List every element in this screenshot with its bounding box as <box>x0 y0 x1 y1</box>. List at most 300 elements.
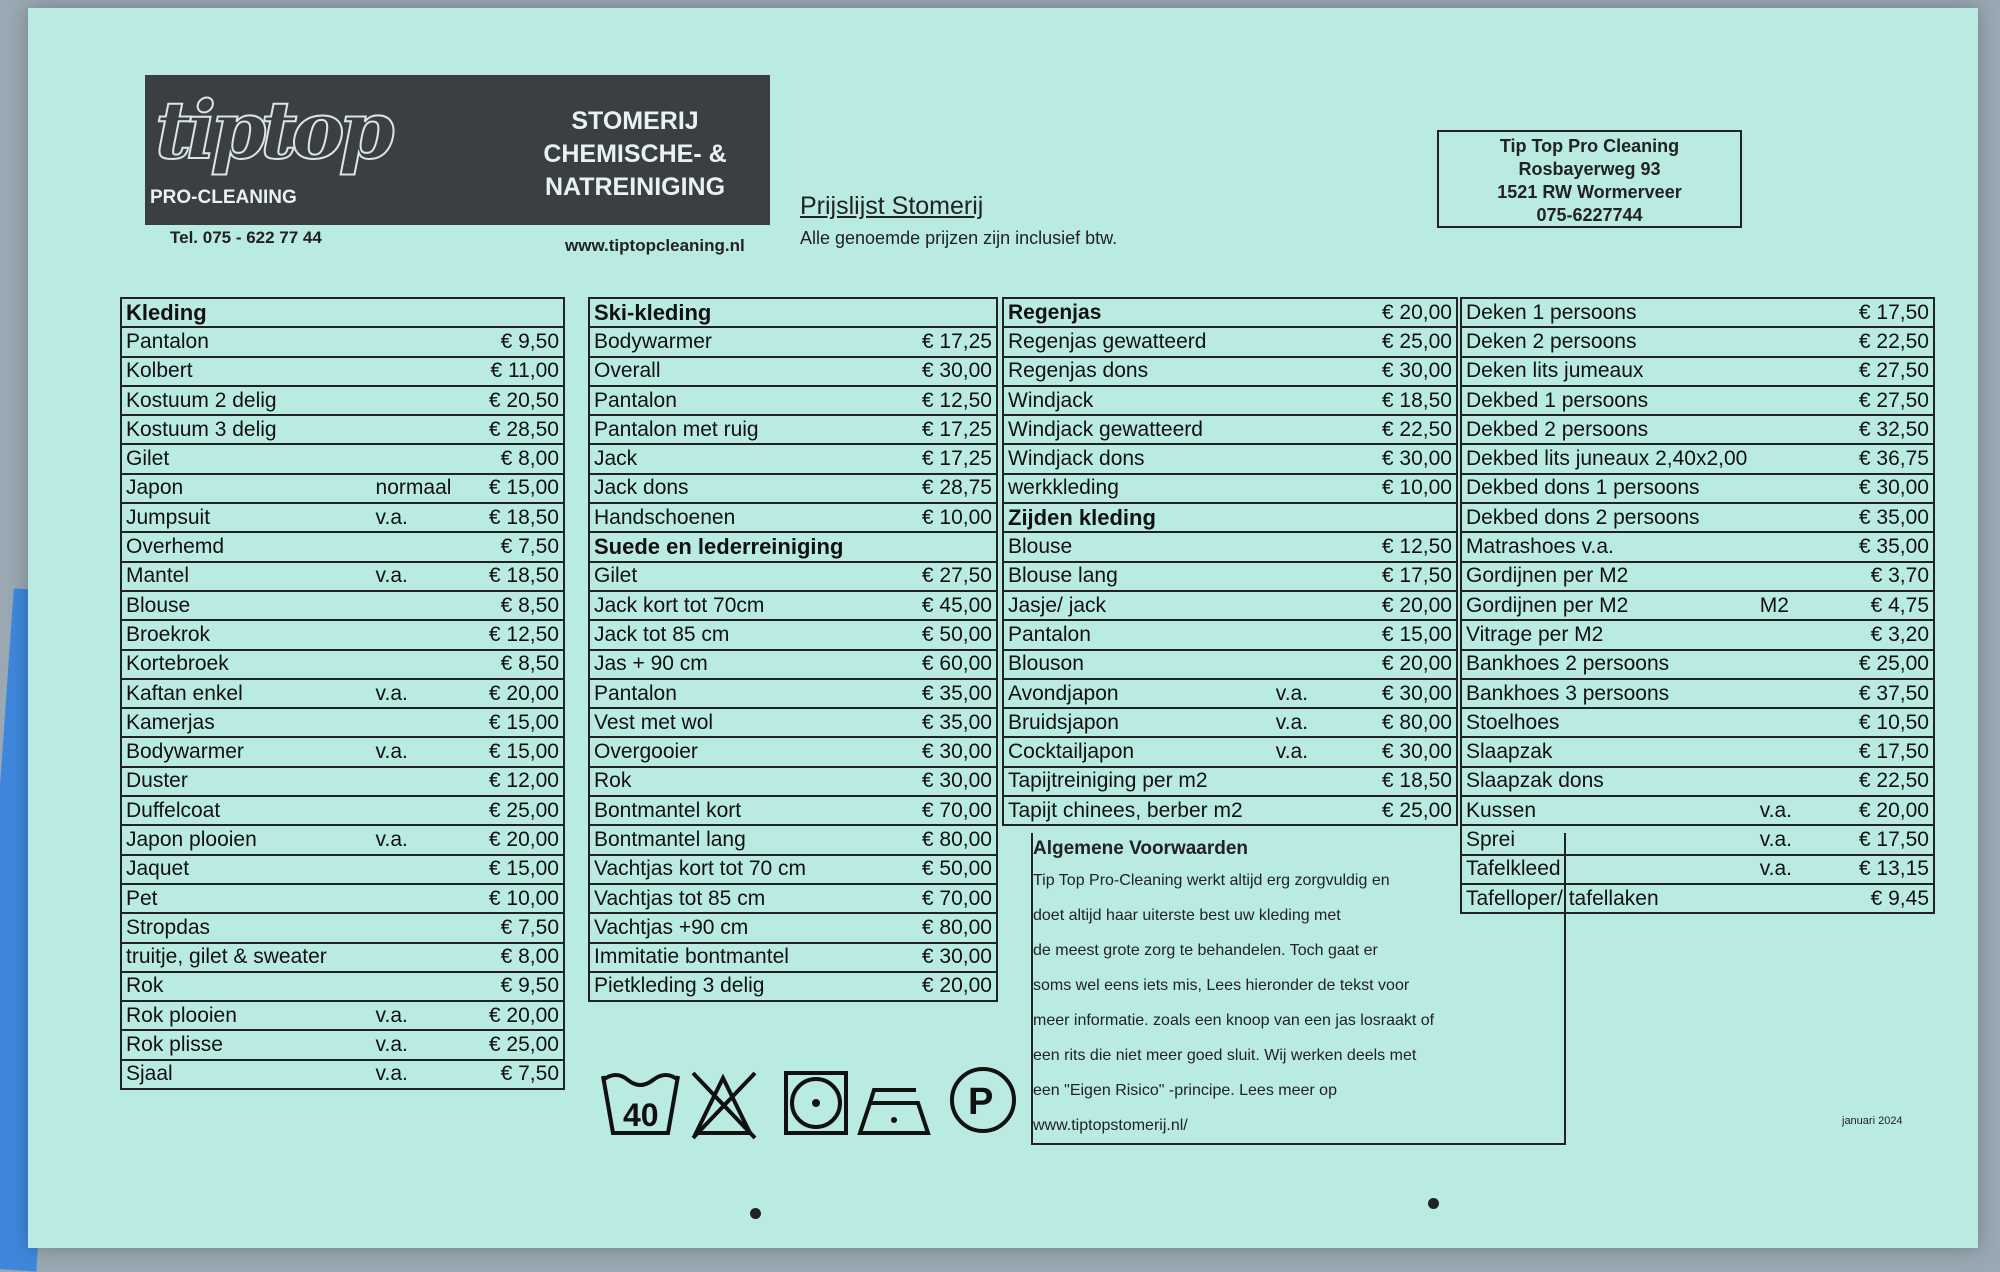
item-note <box>1272 767 1370 796</box>
item-price: € 15,00 <box>1370 620 1457 649</box>
item-note <box>817 562 915 591</box>
price-row <box>1461 503 1934 532</box>
company-name: Tip Top Pro Cleaning <box>1499 136 1680 156</box>
item-name: Vachtjas +90 cm <box>589 913 817 942</box>
item-note: v.a. <box>1272 737 1370 766</box>
section-header-row <box>121 298 564 327</box>
item-name: Jasje/ jack <box>1003 591 1272 620</box>
page-title: Prijslijst Stomerij <box>800 192 984 220</box>
date-label: januari 2024 <box>1842 1115 1903 1127</box>
item-name: Pet <box>121 884 372 913</box>
item-name: Jack kort tot 70cm <box>589 591 817 620</box>
item-note <box>1756 444 1854 473</box>
phone-number: Tel. 075 - 622 77 44 <box>170 228 322 247</box>
item-note: v.a. <box>372 503 470 532</box>
section-title: Zijden kleding <box>1003 503 1457 532</box>
item-name: Duffelcoat <box>121 796 372 825</box>
item-note <box>1272 532 1370 561</box>
item-price: € 17,25 <box>915 444 997 473</box>
item-name: Bodywarmer <box>589 327 817 356</box>
item-price: € 22,50 <box>1370 415 1457 444</box>
price-row <box>121 532 564 561</box>
item-note <box>1756 708 1854 737</box>
item-price: € 30,00 <box>915 767 997 796</box>
item-name: Vest met wol <box>589 708 817 737</box>
price-row <box>121 1001 564 1030</box>
item-note <box>817 796 915 825</box>
item-price: € 9,50 <box>470 327 564 356</box>
price-row <box>121 357 564 386</box>
item-name: Bankhoes 3 persoons <box>1461 679 1756 708</box>
section-title: Ski-kleding <box>589 298 997 327</box>
item-price: € 10,00 <box>1370 474 1457 503</box>
item-name: Bontmantel kort <box>589 796 817 825</box>
dryclean-letter: P <box>968 1081 994 1123</box>
price-row <box>1003 562 1457 591</box>
item-name: Overall <box>589 357 817 386</box>
price-row <box>121 796 564 825</box>
item-note <box>817 884 915 913</box>
price-row <box>1461 415 1934 444</box>
item-price: € 28,50 <box>470 415 564 444</box>
item-price: € 8,00 <box>470 943 564 972</box>
item-note <box>1272 415 1370 444</box>
item-name: Pantalon met ruig <box>589 415 817 444</box>
item-name: Bankhoes 2 persoons <box>1461 650 1756 679</box>
item-price: € 17,25 <box>915 415 997 444</box>
item-note <box>372 943 470 972</box>
item-price: € 15,00 <box>470 708 564 737</box>
item-price: € 17,50 <box>1854 298 1934 327</box>
item-name: Regenjas <box>1003 298 1272 327</box>
price-row <box>589 708 997 737</box>
item-price: € 15,00 <box>470 474 564 503</box>
item-price: € 60,00 <box>915 650 997 679</box>
item-name: Bontmantel lang <box>589 825 817 854</box>
item-note <box>817 591 915 620</box>
item-note <box>372 855 470 884</box>
item-note <box>1756 679 1854 708</box>
item-price: € 27,50 <box>1854 357 1934 386</box>
item-name: Jack dons <box>589 474 817 503</box>
item-note <box>1756 884 1854 913</box>
item-price: € 28,75 <box>915 474 997 503</box>
item-price: € 8,50 <box>470 650 564 679</box>
item-note <box>817 650 915 679</box>
item-name: Gilet <box>589 562 817 591</box>
item-name: Japon plooien <box>121 825 372 854</box>
item-note <box>817 737 915 766</box>
punch-hole <box>1428 1198 1439 1209</box>
section-header-row <box>589 532 997 561</box>
page-subtitle: Alle genoemde prijzen zijn inclusief btw. <box>800 228 1118 248</box>
section-title: Suede en lederreiniging <box>589 532 997 561</box>
price-row <box>121 327 564 356</box>
item-price: € 30,00 <box>1370 737 1457 766</box>
dry-clean-p-icon <box>952 1069 1014 1131</box>
item-name: Rok <box>121 972 372 1001</box>
item-price: € 22,50 <box>1854 767 1934 796</box>
price-row <box>1461 737 1934 766</box>
item-name: Handschoenen <box>589 503 817 532</box>
item-price: € 30,00 <box>1854 474 1934 503</box>
item-name: Kaftan enkel <box>121 679 372 708</box>
item-note <box>817 444 915 473</box>
item-name: Deken 2 persoons <box>1461 327 1756 356</box>
iron-icon <box>860 1090 928 1133</box>
phone: 075-6227744 <box>1536 205 1643 225</box>
price-row <box>589 386 997 415</box>
item-name: Regenjas gewatteerd <box>1003 327 1272 356</box>
item-price: € 30,00 <box>915 357 997 386</box>
item-note <box>817 415 915 444</box>
item-name: Kostuum 3 delig <box>121 415 372 444</box>
item-name: Rok <box>589 767 817 796</box>
price-row <box>1003 708 1457 737</box>
item-name: Slaapzak <box>1461 737 1756 766</box>
price-row <box>1461 767 1934 796</box>
item-note: v.a. <box>1272 708 1370 737</box>
item-name: Kussen <box>1461 796 1756 825</box>
item-price: € 80,00 <box>915 913 997 942</box>
item-note <box>817 972 915 1001</box>
item-note: M2 <box>1756 591 1854 620</box>
item-price: € 12,50 <box>470 620 564 649</box>
item-price: € 9,50 <box>470 972 564 1001</box>
item-price: € 20,00 <box>1370 298 1457 327</box>
item-note <box>372 357 470 386</box>
item-name: Sprei <box>1461 825 1756 854</box>
item-price: € 36,75 <box>1854 444 1934 473</box>
item-name: Rok plooien <box>121 1001 372 1030</box>
item-name: Tafelkleed <box>1461 855 1756 884</box>
wash-40-icon <box>603 1075 678 1133</box>
item-name: Broekrok <box>121 620 372 649</box>
item-note: v.a. <box>372 1060 470 1089</box>
item-price: € 35,00 <box>1854 532 1934 561</box>
price-column-2 <box>588 297 998 1002</box>
item-price: € 30,00 <box>1370 444 1457 473</box>
price-row <box>589 884 997 913</box>
item-name: Overhemd <box>121 532 372 561</box>
item-price: € 70,00 <box>915 796 997 825</box>
item-note <box>817 679 915 708</box>
item-note <box>817 767 915 796</box>
item-note <box>817 825 915 854</box>
item-note <box>1272 562 1370 591</box>
item-note <box>1272 386 1370 415</box>
item-name: Sjaal <box>121 1060 372 1089</box>
item-note <box>817 620 915 649</box>
item-price: € 17,50 <box>1854 737 1934 766</box>
item-name: Stoelhoes <box>1461 708 1756 737</box>
price-row <box>1003 767 1457 796</box>
item-price: € 25,00 <box>1854 650 1934 679</box>
item-name: Pantalon <box>589 679 817 708</box>
price-row <box>1461 796 1934 825</box>
item-price: € 8,00 <box>470 444 564 473</box>
price-row <box>1003 650 1457 679</box>
item-name: Regenjas dons <box>1003 357 1272 386</box>
item-price: € 17,50 <box>1370 562 1457 591</box>
price-row <box>121 855 564 884</box>
item-price: € 27,50 <box>1854 386 1934 415</box>
item-note <box>817 503 915 532</box>
item-price: € 8,50 <box>470 591 564 620</box>
price-row <box>589 591 997 620</box>
price-row <box>121 562 564 591</box>
address-box <box>1437 130 1742 228</box>
item-note <box>1756 532 1854 561</box>
price-row <box>121 474 564 503</box>
item-note <box>1272 327 1370 356</box>
price-row <box>1461 562 1934 591</box>
item-name: Vachtjas kort tot 70 cm <box>589 855 817 884</box>
price-row <box>589 620 997 649</box>
item-note <box>372 884 470 913</box>
price-row <box>1003 327 1457 356</box>
item-name: Jas + 90 cm <box>589 650 817 679</box>
item-price: € 25,00 <box>1370 796 1457 825</box>
item-price: € 9,45 <box>1854 884 1934 913</box>
item-price: € 13,15 <box>1854 855 1934 884</box>
price-row <box>589 767 997 796</box>
price-row <box>121 620 564 649</box>
item-name: Kostuum 2 delig <box>121 386 372 415</box>
item-note <box>1756 562 1854 591</box>
item-name: Vachtjas tot 85 cm <box>589 884 817 913</box>
item-name: Pantalon <box>121 327 372 356</box>
price-row <box>121 972 564 1001</box>
item-name: Gilet <box>121 444 372 473</box>
terms-line: de meest grote zorg te behandelen. Toch gaat er <box>1033 942 1378 959</box>
price-row <box>121 767 564 796</box>
item-name: Dekbed 2 persoons <box>1461 415 1756 444</box>
item-note <box>372 415 470 444</box>
item-note <box>1756 503 1854 532</box>
price-row <box>121 386 564 415</box>
price-row <box>121 943 564 972</box>
item-name: Windjack <box>1003 386 1272 415</box>
item-note <box>1272 650 1370 679</box>
item-note <box>1272 620 1370 649</box>
price-row <box>589 415 997 444</box>
item-price: € 35,00 <box>915 679 997 708</box>
item-price: € 12,50 <box>915 386 997 415</box>
price-row <box>589 972 997 1001</box>
price-row <box>589 913 997 942</box>
item-note <box>372 386 470 415</box>
item-name: Japon <box>121 474 372 503</box>
price-row <box>1003 737 1457 766</box>
price-row <box>1461 357 1934 386</box>
item-note <box>1756 620 1854 649</box>
item-name: Avondjapon <box>1003 679 1272 708</box>
no-bleach-icon <box>693 1073 755 1138</box>
item-price: € 12,50 <box>1370 532 1457 561</box>
price-row <box>121 1030 564 1059</box>
price-row <box>589 357 997 386</box>
item-name: Blouse <box>121 591 372 620</box>
item-price: € 10,50 <box>1854 708 1934 737</box>
price-row <box>1461 650 1934 679</box>
item-note <box>817 913 915 942</box>
item-note <box>1272 444 1370 473</box>
item-note: v.a. <box>372 737 470 766</box>
item-price: € 45,00 <box>915 591 997 620</box>
price-row <box>121 708 564 737</box>
item-note <box>1756 767 1854 796</box>
item-name: Deken 1 persoons <box>1461 298 1756 327</box>
item-name: Bruidsjapon <box>1003 708 1272 737</box>
item-price: € 20,00 <box>915 972 997 1001</box>
item-name: Immitatie bontmantel <box>589 943 817 972</box>
item-note <box>1756 737 1854 766</box>
item-price: € 20,00 <box>1854 796 1934 825</box>
item-note <box>372 650 470 679</box>
item-note: v.a. <box>1272 679 1370 708</box>
price-row <box>1003 444 1457 473</box>
item-name: Duster <box>121 767 372 796</box>
item-name: Blouse lang <box>1003 562 1272 591</box>
item-note <box>372 767 470 796</box>
item-name: Tafelloper/ tafellaken <box>1461 884 1756 913</box>
item-price: € 3,20 <box>1854 620 1934 649</box>
item-name: Dekbed 1 persoons <box>1461 386 1756 415</box>
item-note: v.a. <box>1756 825 1854 854</box>
logo-title: STOMERIJ CHEMISCHE- & NATREINIGING <box>543 107 727 201</box>
item-price: € 70,00 <box>915 884 997 913</box>
item-price: € 10,00 <box>470 884 564 913</box>
item-note <box>1756 357 1854 386</box>
item-note <box>1272 357 1370 386</box>
item-price: € 18,50 <box>1370 767 1457 796</box>
price-row <box>589 855 997 884</box>
website-link[interactable]: www.tiptopcleaning.nl <box>565 236 745 255</box>
item-note <box>1756 386 1854 415</box>
item-price: € 20,50 <box>470 386 564 415</box>
logo-mark: tiptop <box>155 83 389 177</box>
item-name: Kolbert <box>121 357 372 386</box>
item-price: € 18,50 <box>470 503 564 532</box>
item-name: werkkleding <box>1003 474 1272 503</box>
price-row <box>121 415 564 444</box>
item-name: Blouson <box>1003 650 1272 679</box>
price-row <box>1003 386 1457 415</box>
item-note <box>372 972 470 1001</box>
terms-box <box>1031 833 1566 1145</box>
price-row <box>1003 679 1457 708</box>
price-row <box>1461 532 1934 561</box>
company-logo <box>145 75 770 225</box>
price-row <box>121 503 564 532</box>
item-note: v.a. <box>1756 796 1854 825</box>
item-note <box>372 913 470 942</box>
item-price: € 25,00 <box>470 796 564 825</box>
item-price: € 3,70 <box>1854 562 1934 591</box>
item-price: € 15,00 <box>470 855 564 884</box>
item-note <box>1756 474 1854 503</box>
item-note <box>372 620 470 649</box>
item-note: v.a. <box>372 1001 470 1030</box>
item-price: € 20,00 <box>470 1001 564 1030</box>
item-note <box>1272 298 1370 327</box>
price-row <box>1461 386 1934 415</box>
terms-line: meer informatie. zoals een knoop van een jas losraakt of <box>1033 1012 1435 1029</box>
item-note <box>817 327 915 356</box>
item-note <box>372 796 470 825</box>
item-note <box>372 708 470 737</box>
item-name: Bodywarmer <box>121 737 372 766</box>
price-row <box>1461 620 1934 649</box>
item-name: Stropdas <box>121 913 372 942</box>
section-title: Kleding <box>121 298 564 327</box>
item-price: € 27,50 <box>915 562 997 591</box>
price-row <box>121 913 564 942</box>
price-row <box>589 737 997 766</box>
price-row <box>1003 620 1457 649</box>
item-name: Dekbed dons 2 persoons <box>1461 503 1756 532</box>
terms-line: een rits die niet meer goed sluit. Wij werken deels met <box>1033 1047 1417 1064</box>
item-note <box>372 327 470 356</box>
price-row <box>1461 679 1934 708</box>
item-price: € 37,50 <box>1854 679 1934 708</box>
item-name: Jumpsuit <box>121 503 372 532</box>
item-note <box>1756 298 1854 327</box>
price-row <box>1003 357 1457 386</box>
terms-line: een "Eigen Risico" -principe. Lees meer op <box>1033 1082 1337 1099</box>
price-row <box>589 650 997 679</box>
logo-subtitle: PRO-CLEANING <box>150 187 297 208</box>
item-note <box>817 855 915 884</box>
item-price: € 50,00 <box>915 855 997 884</box>
item-name: Rok plisse <box>121 1030 372 1059</box>
item-name: Jack <box>589 444 817 473</box>
price-row <box>589 562 997 591</box>
item-price: € 20,00 <box>470 825 564 854</box>
price-row <box>1461 708 1934 737</box>
price-row <box>1461 298 1934 327</box>
item-note: v.a. <box>372 562 470 591</box>
item-name: Cocktailjapon <box>1003 737 1272 766</box>
price-row <box>121 650 564 679</box>
section-header-row <box>1003 503 1457 532</box>
item-price: € 11,00 <box>470 357 564 386</box>
price-row <box>589 679 997 708</box>
item-note <box>817 357 915 386</box>
item-price: € 7,50 <box>470 1060 564 1089</box>
item-price: € 20,00 <box>1370 591 1457 620</box>
item-price: € 25,00 <box>470 1030 564 1059</box>
price-row <box>121 737 564 766</box>
item-note <box>372 591 470 620</box>
price-row <box>121 1060 564 1089</box>
item-price: € 80,00 <box>915 825 997 854</box>
price-column-1 <box>120 297 565 1090</box>
price-column-3 <box>1002 297 1458 826</box>
price-row <box>1461 327 1934 356</box>
price-row <box>589 474 997 503</box>
item-note <box>817 386 915 415</box>
item-name: Kamerjas <box>121 708 372 737</box>
item-price: € 10,00 <box>915 503 997 532</box>
item-note <box>1272 591 1370 620</box>
item-price: € 30,00 <box>1370 357 1457 386</box>
item-name: Windjack dons <box>1003 444 1272 473</box>
item-price: € 7,50 <box>470 913 564 942</box>
price-row <box>589 327 997 356</box>
item-name: Kortebroek <box>121 650 372 679</box>
